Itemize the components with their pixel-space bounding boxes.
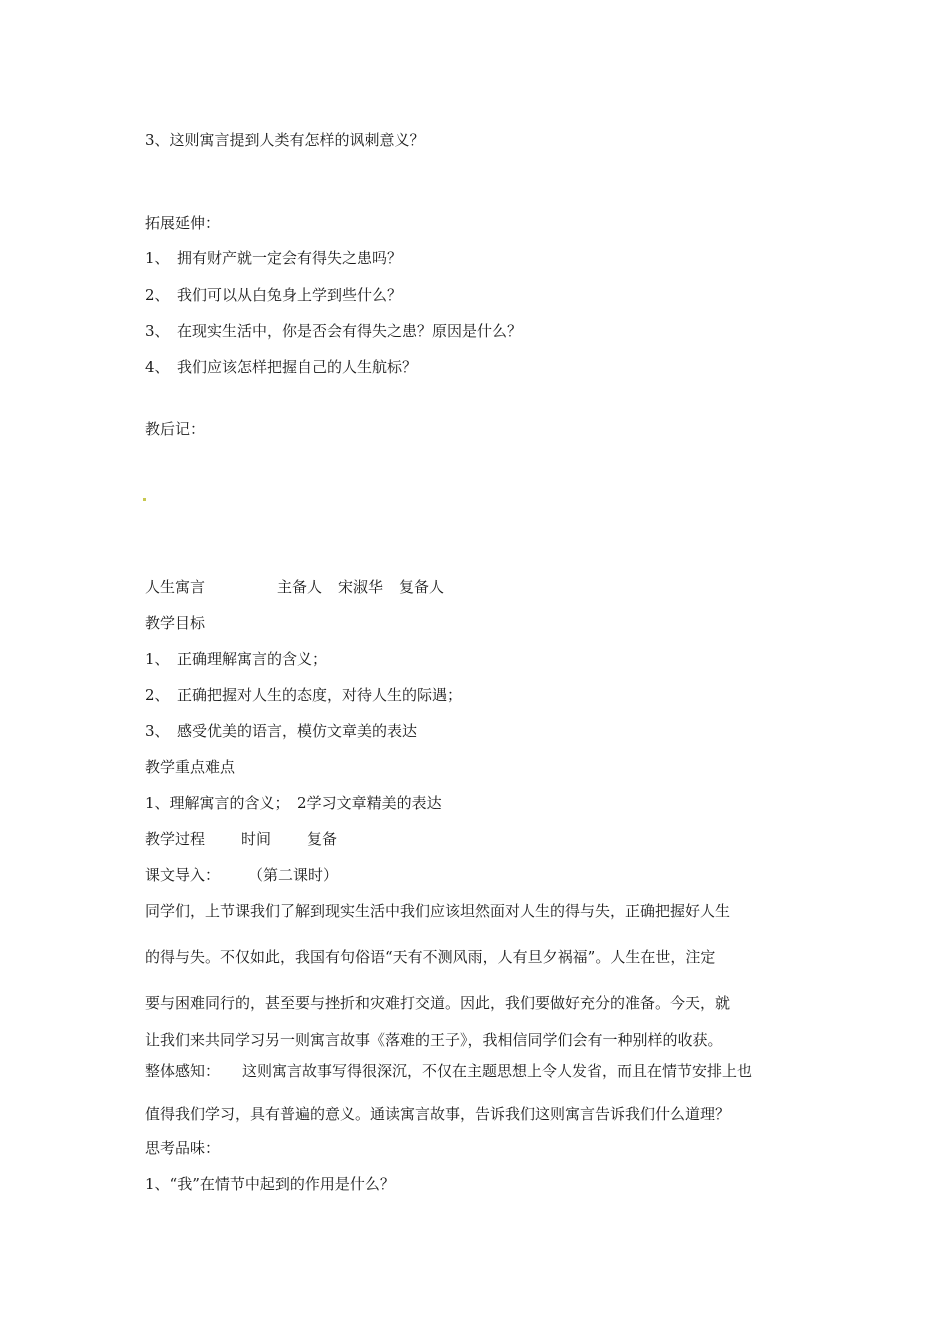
- review-label: 复备: [307, 830, 338, 848]
- lesson-header: [145, 577, 444, 597]
- extension-item: 2、 我们可以从白兔身上学到些什么？: [145, 286, 403, 304]
- objectives-heading: 教学目标: [145, 614, 206, 632]
- objective-item: 3、 感受优美的语言，模仿文章美的表达: [145, 722, 418, 740]
- lesson-title: 人生寓言: [145, 578, 206, 596]
- process-row: [145, 829, 337, 849]
- intro-paragraph-line: 的得与失。不仅如此，我国有句俗语“天有不测风雨，人有旦夕祸福”。人生在世，注定: [145, 948, 716, 966]
- overall-text: 这则寓言故事写得很深沉，不仅在主题思想上令人发省，而且在情节安排上也: [242, 1062, 753, 1080]
- postscript-heading: 教后记：: [145, 420, 206, 438]
- overall-text-line: 值得我们学习，具有普遍的意义。通读寓言故事，告诉我们这则寓言告诉我们什么道理？: [145, 1105, 731, 1123]
- extension-item: 4、 我们应该怎样把握自己的人生航标？: [145, 358, 418, 376]
- co-preparer-label: 复备人: [399, 578, 445, 596]
- extension-item: 3、 在现实生活中，你是否会有得失之患？原因是什么？: [145, 322, 523, 340]
- intro-paragraph-line: 要与困难同行的，甚至要与挫折和灾难打交道。因此，我们要做好充分的准备。今天，就: [145, 994, 731, 1012]
- extension-item: 1、 拥有财产就一定会有得失之患吗？: [145, 249, 403, 267]
- overall-row: [145, 1061, 752, 1081]
- intro-paragraph-line: 同学们，上节课我们了解到现实生活中我们应该坦然面对人生的得与失，正确把握好人生: [145, 902, 731, 920]
- main-preparer-label: 主备人: [277, 578, 323, 596]
- objective-item: 2、 正确把握对人生的态度，对待人生的际遇；: [145, 686, 463, 704]
- stray-dot: [143, 498, 146, 501]
- intro-session: （第二课时）: [248, 866, 339, 884]
- time-label: 时间: [241, 830, 272, 848]
- intro-label: 课文导入：: [145, 866, 221, 884]
- process-label: 教学过程: [145, 830, 206, 848]
- extension-heading: 拓展延伸：: [145, 214, 221, 232]
- main-preparer-name: 宋淑华: [338, 578, 384, 596]
- reflection-heading: 思考品味：: [145, 1139, 221, 1157]
- reflection-question: 1、“我”在情节中起到的作用是什么？: [145, 1175, 395, 1193]
- intro-paragraph-line: 让我们来共同学习另一则寓言故事《落难的王子》，我相信同学们会有一种别样的收获。: [145, 1031, 723, 1049]
- intro-row: [145, 865, 338, 885]
- objective-item: 1、 正确理解寓言的含义；: [145, 650, 328, 668]
- key-points: 1、理解寓言的含义； 2学习文章精美的表达: [145, 794, 442, 812]
- overall-label: 整体感知：: [145, 1062, 221, 1080]
- key-points-heading: 教学重点难点: [145, 758, 236, 776]
- question-3: 3、这则寓言提到人类有怎样的讽刺意义？: [145, 131, 425, 149]
